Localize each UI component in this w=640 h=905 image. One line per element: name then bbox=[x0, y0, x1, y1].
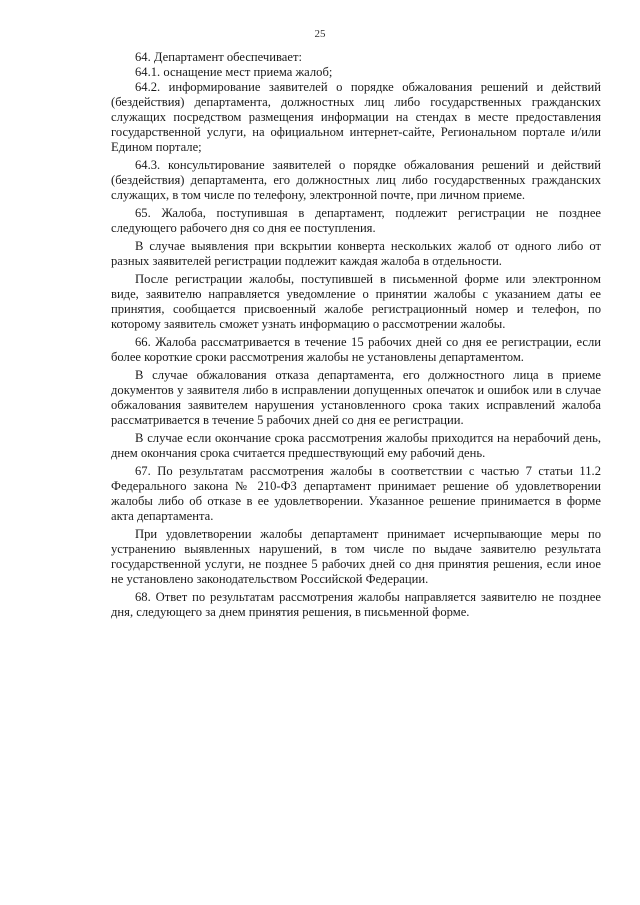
paragraph-67-satisfaction: При удовлетворении жалобы департамент принимает исчерпывающие меры по устранению выявленных нарушений, в том числе по выдаче заявителю результата государственной услуги, не позднее 5 рабочих дней со дня принятия решения, если иное не установлено законодательством Российской Федерации. bbox=[111, 527, 601, 586]
page-number: 25 bbox=[314, 28, 326, 40]
paragraph-66: 66. Жалоба рассматривается в течение 15 рабочих дней со дня ее регистрации, если более короткие сроки рассмотрения жалобы не установлены департаментом. bbox=[111, 335, 601, 364]
paragraph-64-2: 64.2. информирование заявителей о порядке обжалования решений и действий (бездействия) департамента, должностных лиц либо государственных гражданских служащих посредством размещения информации на стендах в месте предоставления государственной услуги, на официальном интернет-сайте, Региональном портале и/или Едином портале; bbox=[111, 80, 601, 154]
paragraph-65-registration-notice: После регистрации жалобы, поступившей в письменной форме или электронном виде, заявителю направляется уведомление о принятии жалобы с указанием даты ее принятия, сообщается присвоенный жалобе регистрационный номер и телефон, по которому заявитель сможет узнать информацию о рассмотрении жалобы. bbox=[111, 272, 601, 331]
document-body bbox=[111, 50, 601, 623]
paragraph-67: 67. По результатам рассмотрения жалобы в соответствии с частью 7 статьи 11.2 Федерального закона № 210-ФЗ департамент принимает решение об удовлетворении жалобы либо об отказе в ее удовлетворении. Указанное решение принимается в форме акта департамента. bbox=[111, 464, 601, 523]
paragraph-64-3: 64.3. консультирование заявителей о порядке обжалования решений и действий (бездействия) департамента, его должностных лиц либо государственных гражданских служащих, в том числе по телефону, электронной почте, при личном приеме. bbox=[111, 158, 601, 202]
paragraph-64: 64. Департамент обеспечивает: bbox=[135, 50, 302, 64]
paragraph-66-nonworking-day: В случае если окончание срока рассмотрения жалобы приходится на нерабочий день, днем окончания срока считается предшествующий ему рабочий день. bbox=[111, 431, 601, 460]
paragraph-65: 65. Жалоба, поступившая в департамент, подлежит регистрации не позднее следующего рабочего дня со дня ее поступления. bbox=[111, 206, 601, 235]
paragraph-68: 68. Ответ по результатам рассмотрения жалобы направляется заявителю не позднее дня, следующего за днем принятия решения, в письменной форме. bbox=[111, 590, 601, 619]
paragraph-66-refusal-appeal: В случае обжалования отказа департамента, его должностного лица в приеме документов у заявителя либо в исправлении допущенных опечаток и ошибок или в случае обжалования заявителем нарушения установленного срока таких исправлений жалоба рассматривается в течение 5 рабочих дней со дня ее регистрации. bbox=[111, 368, 601, 427]
paragraph-64-1: 64.1. оснащение мест приема жалоб; bbox=[135, 65, 333, 79]
paragraph-65-multiple-complaints: В случае выявления при вскрытии конверта нескольких жалоб от одного либо от разных заявителей регистрации подлежит каждая жалоба в отдельности. bbox=[111, 239, 601, 268]
